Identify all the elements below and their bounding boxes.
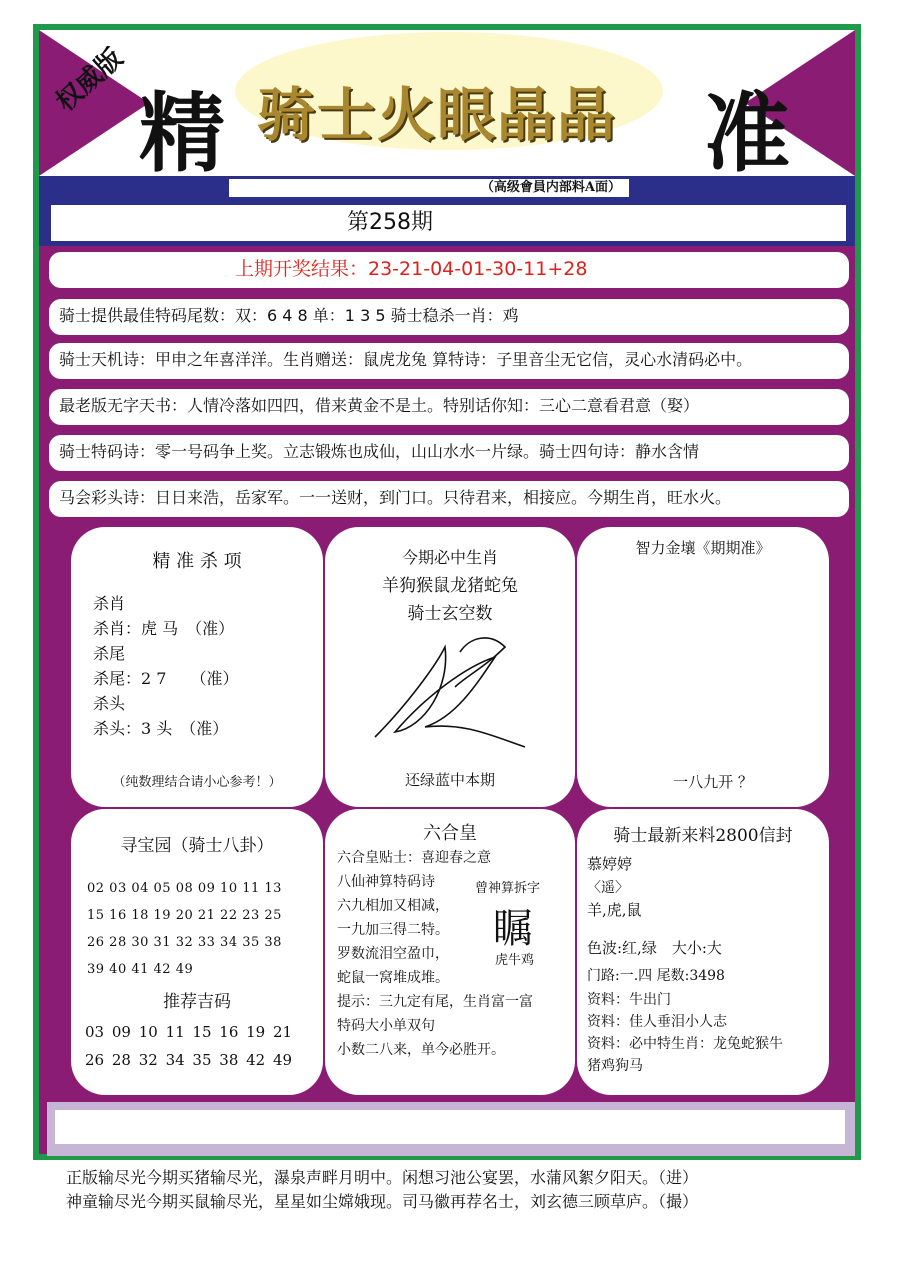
liuhe-line: 特码大小单双句: [337, 1018, 435, 1034]
char-title: 曾神算拆字: [475, 881, 541, 896]
kill-line: 杀尾: [93, 644, 126, 663]
page-frame: [33, 24, 861, 1160]
char-zodiac: 虎牛鸡: [495, 953, 535, 968]
latest-card: [577, 809, 829, 1095]
latest-line: 〈遥〉: [587, 880, 629, 896]
info-row: 马会彩头诗：日日来浩，岳家军。一一送财，到门口。只待君来，相接应。今期生肖，旺水火。: [49, 481, 849, 517]
kill-line: 杀头：3 头 （准）: [93, 719, 229, 738]
edition-label: 权威版: [50, 43, 129, 118]
wisdom-bottom: 一八九开 ？: [673, 773, 753, 791]
bottom-bar: [47, 1102, 855, 1156]
zodiac-list: 羊狗猴鼠龙猪蛇兔: [382, 576, 518, 596]
info-row: 骑士提供最佳特码尾数：双：6 4 8 单：1 3 5 骑士稳杀一肖：鸡: [49, 299, 849, 335]
liuhe-line: 六合皇贴士：喜迎春之意: [337, 850, 491, 866]
kill-card-note: （纯数理结合请小心参考！）: [112, 775, 282, 790]
kill-card-title: 精 准 杀 项: [152, 551, 242, 572]
treasure-card-title: 寻宝园（骑士八卦）: [120, 836, 274, 856]
big-char-right: 准: [704, 84, 790, 176]
kill-line: 杀肖：虎 马 （准）: [93, 619, 235, 638]
number-row: 02 03 04 05 08 09 10 11 13: [87, 881, 282, 896]
kill-card: [71, 527, 323, 807]
footer: [66, 1166, 698, 1214]
bottom-blank: [55, 1110, 845, 1144]
latest-card-title: 骑士最新来料2800信封: [613, 826, 793, 846]
issue-bar: [39, 200, 855, 246]
number-row: 39 40 41 42 49: [87, 962, 194, 977]
subtitle-bar: [39, 176, 855, 200]
result-line: 上期开奖结果：23-21-04-01-30-11+28: [49, 252, 849, 288]
liuhe-line: 小数二八来，单今必胜开。: [337, 1042, 505, 1058]
issue-number: 第258期: [51, 205, 846, 241]
info-row: 骑士天机诗：甲申之年喜洋洋。生肖赠送：鼠虎龙兔 算特诗：子里音尘无它信，灵心水清码必中。: [49, 343, 849, 379]
latest-line: 羊,虎,鼠: [587, 901, 642, 919]
zodiac-card: [325, 527, 575, 807]
latest-line: 资料：必中特生肖：龙兔蛇猴牛: [587, 1036, 783, 1052]
number-row: 26 28 30 31 32 33 34 35 38: [87, 935, 282, 950]
zodiac-line3: 骑士玄空数: [407, 604, 493, 624]
kill-line: 杀肖: [93, 594, 126, 613]
kill-line: 杀头: [93, 694, 126, 713]
treasure-card: [71, 809, 323, 1095]
footer-line: 神童输尽光今期买鼠输尽光，星星如尘嫦娥现。司马徽再荐名士，刘玄德三顾草庐。（撮）: [66, 1192, 699, 1211]
info-row: 骑士特码诗：零一号码争上奖。立志锻炼也成仙，山山水水一片绿。骑士四句诗：静水含情: [49, 435, 849, 471]
latest-line: 猪鸡狗马: [587, 1058, 643, 1074]
wisdom-card-title: 智力金壤《期期准》: [635, 539, 771, 557]
subtitle: （高级會員内部料A面）: [229, 179, 629, 197]
header-banner: [39, 30, 855, 176]
latest-line: 资料：牛出门: [587, 992, 671, 1008]
latest-line: 慕婷婷: [587, 855, 633, 873]
latest-line: 门路:一.四 尾数:3498: [587, 968, 725, 984]
brand-title: 骑士火眼晶晶: [257, 81, 618, 149]
info-row: 最老版无字天书：人情冷落如四四，借来黄金不是土。特别话你知：三心二意看君意（娶）: [49, 389, 849, 425]
recommend-row: 26 28 32 34 35 38 42 49: [85, 1051, 293, 1069]
liuhe-line: 六九相加又相减，: [337, 898, 449, 914]
kill-line: 杀尾：2 7 （准）: [93, 669, 239, 688]
big-char: 瞩: [493, 906, 533, 952]
liuhe-line: 一九加三得二特。: [337, 922, 449, 938]
latest-line: 色波:红,绿 大小:大: [587, 939, 722, 957]
number-row: 15 16 18 19 20 21 22 23 25: [87, 908, 282, 923]
big-char-left: 精: [139, 84, 225, 176]
liuhe-line: 蛇鼠一窝堆成堆。: [337, 970, 449, 986]
recommend-title: 推荐吉码: [163, 992, 231, 1012]
recommend-row: 03 09 10 11 15 16 19 21: [85, 1023, 293, 1041]
liuhe-line: 罗数流泪空盈巾，: [337, 946, 449, 962]
latest-line: 资料：佳人垂泪小人志: [587, 1014, 727, 1030]
liuhe-line: 提示：三九定有尾，生肖富一富: [337, 994, 533, 1010]
liuhe-card: [325, 809, 575, 1095]
footer-line: 正版输尽光今期买猪输尽光，瀑泉声畔月明中。闲想习池公宴罢，水蒲风絮夕阳天。（进）: [66, 1168, 699, 1187]
liuhe-line: 八仙神算特码诗: [337, 874, 435, 890]
wisdom-card: [577, 527, 829, 807]
zodiac-bottom: 还绿蓝中本期: [404, 771, 495, 789]
signature-scribble: [365, 627, 535, 757]
zodiac-card-title: 今期必中生肖: [401, 548, 498, 567]
liuhe-card-title: 六合皇: [423, 823, 477, 844]
